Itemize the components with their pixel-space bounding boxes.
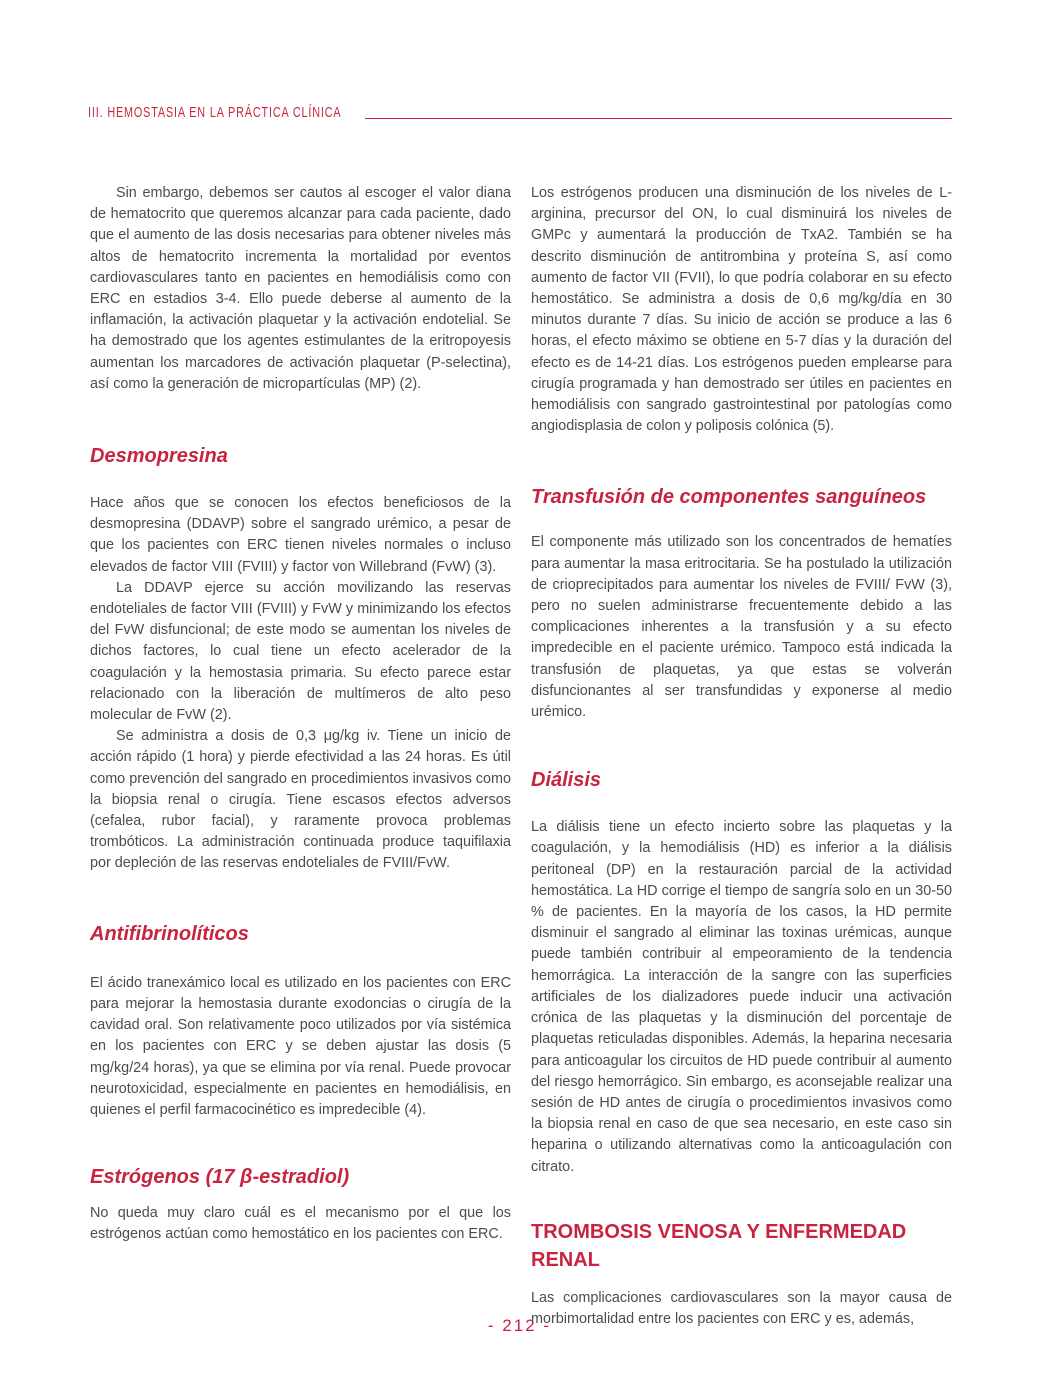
paragraph: Se administra a dosis de 0,3 μg/kg iv. Tiene un inicio de acción rápido (1 hora) y pierde efectividad a las 24 horas. Es útil como prevención del sangrado en procedimientos invasivos como la biopsia renal o cirugía. Tiene escasos efectos adversos (cefalea, rubor facial), y raramente provoca problemas trombóticos. La administración continuada produce taquifilaxia por depleción de las reservas endoteliales de FVIII/FvW. <box>90 728 511 872</box>
section-heading-dialisis: Diálisis <box>531 769 602 792</box>
section-heading-transfusion: Transfusión de componentes sanguíneos <box>531 486 927 509</box>
paragraph: El componente más utilizado son los concentrados de hematíes para aumentar la masa eritrocitaria. Se ha postulado la utilización de crioprecipitados para aumentar los niveles de FVIII/ FvW (3), pero no suelen administrarse frecuentemente debido a las complicaciones inherentes a la transfusión y a su efecto impredecible en el paciente urémico. Tampoco está indicada la transfusión de plaquetas, ya que estas se volverán disfuncionantes al ser transfundidas y exponerse al medio urémico. <box>531 534 952 721</box>
running-header <box>88 98 952 122</box>
page-number: - 212 - <box>487 1316 552 1335</box>
paragraph: La diálisis tiene un efecto incierto sobre las plaquetas y la coagulación, y la hemodiálisis (HD) es inferior a la diálisis peritoneal (DP) en la restauración parcial de la actividad hemostática. La HD corrige el tiempo de sangría solo en un 30-50 % de pacientes. En la mayoría de los casos, la HD permite disminuir el sangrado al eliminar las toxinas urémicas, aunque puede también contribuir al empeoramiento de la tendencia hemorrágica. La interacción de la sangre con las superficies artificiales de los dializadores puede inducir una activación crónica de las plaquetas y la disminución del porcentaje de plaquetas reticuladas disponibles. Además, la heparina necesaria para anticoagular los circuitos de HD puede contribuir al aumento del riesgo hemorrágico. Sin embargo, es aconsejable realizar una sesión de HD antes de cirugía o procedimientos invasivos como la biopsia renal en caso de que sea necesario, en este caso sin heparina o utilizando alternativas como la anticoagulación con citrato. <box>531 819 952 1175</box>
right-column <box>531 183 952 1330</box>
paragraph: No queda muy claro cuál es el mecanismo por el que los estrógenos actúan como hemostático en los pacientes con ERC. <box>90 1205 511 1243</box>
paragraph: Hace años que se conocen los efectos beneficiosos de la desmopresina (DDAVP) sobre el sangrado urémico, a pesar de que los pacientes con ERC tienen niveles normales o incluso elevados de factor VIII (FVIII) y factor von Willebrand (FvW) (3). <box>90 495 511 575</box>
paragraph: Las complicaciones cardiovasculares son la mayor causa de morbimortalidad entre los pacientes con ERC y es, además, <box>531 1289 952 1327</box>
section-heading-desmopresina: Desmopresina <box>90 445 228 468</box>
section-heading-trombosis: TROMBOSIS VENOSA Y ENFERMEDAD RENAL <box>531 1220 907 1271</box>
paragraph: La DDAVP ejerce su acción movilizando las reservas endoteliales de factor VIII (FVIII) y FvW y minimizando los efectos del FvW disfuncional; de este modo se aumentan los niveles de dichos factores, lo cual tiene un efecto acelerador de la coagulación y la hemostasia primaria. Su efecto parece estar relacionado con la liberación de multímeros de alto peso molecular de FvW (2). <box>90 579 511 724</box>
left-column <box>90 183 511 1246</box>
paragraph: El ácido tranexámico local es utilizado en los pacientes con ERC para mejorar la hemostasia durante exodoncias o cirugía de la cavidad oral. Son relativamente poco utilizados por vía sistémica en los pacientes con ERC y se deben ajustar las dosis (5 mg/kg/24 horas), ya que se elimina por vía renal. Puede provocar neurotoxicidad, especialmente en pacientes en hemodiálisis, en quienes el perfil farmacocinético es impredecible (4). <box>90 974 511 1118</box>
intro-paragraph: Sin embargo, debemos ser cautos al escoger el valor diana de hematocrito que queremos alcanzar para cada paciente, dado que el aumento de las dosis necesarias para obtener niveles más altos de hematocrito incrementa la mortalidad por eventos cardiovasculares tanto en pacientes en hemodiálisis como con ERC en estadios 3-4. Ello puede deberse al aumento de la inflamación, la activación plaquetar y la activación endotelial. Se ha demostrado que los agentes estimulantes de la eritropoyesis aumentan los marcadores de activación plaquetar (P-selectina), así como la generación de micropartículas (MP) (2). <box>90 185 511 392</box>
section-heading-antifibrinoliticos: Antifibrinolíticos <box>90 922 249 945</box>
section-heading-estrogenos: Estrógenos (17 β-estradiol) <box>90 1166 350 1189</box>
intro-paragraph: Los estrógenos producen una disminución de los niveles de L-arginina, precursor del ON, lo cual disminuirá los niveles de GMPc y aumentará la producción de TxA2. También se ha descrito disminución de antitrombina y proteína S, así como aumento de factor VII (FVII), lo que podría colaborar en su efecto hemostático. Se administra a dosis de 0,6 mg/kg/día en 30 minutos durante 7 días. Su inicio de acción se produce a las 6 horas, el efecto máximo se obtiene en 5-7 días y la duración del efecto es de 14-21 días. Los estrógenos pueden emplearse para cirugía programada y han demostrado ser útiles en pacientes en hemodiálisis con sangrado gastrointestinal por patologías como angiodisplasia de colon y poliposis colónica (5). <box>531 185 952 435</box>
chapter-title: III. HEMOSTASIA EN LA PRÁCTICA CLÍNICA <box>88 104 342 121</box>
header-rule <box>365 118 952 119</box>
